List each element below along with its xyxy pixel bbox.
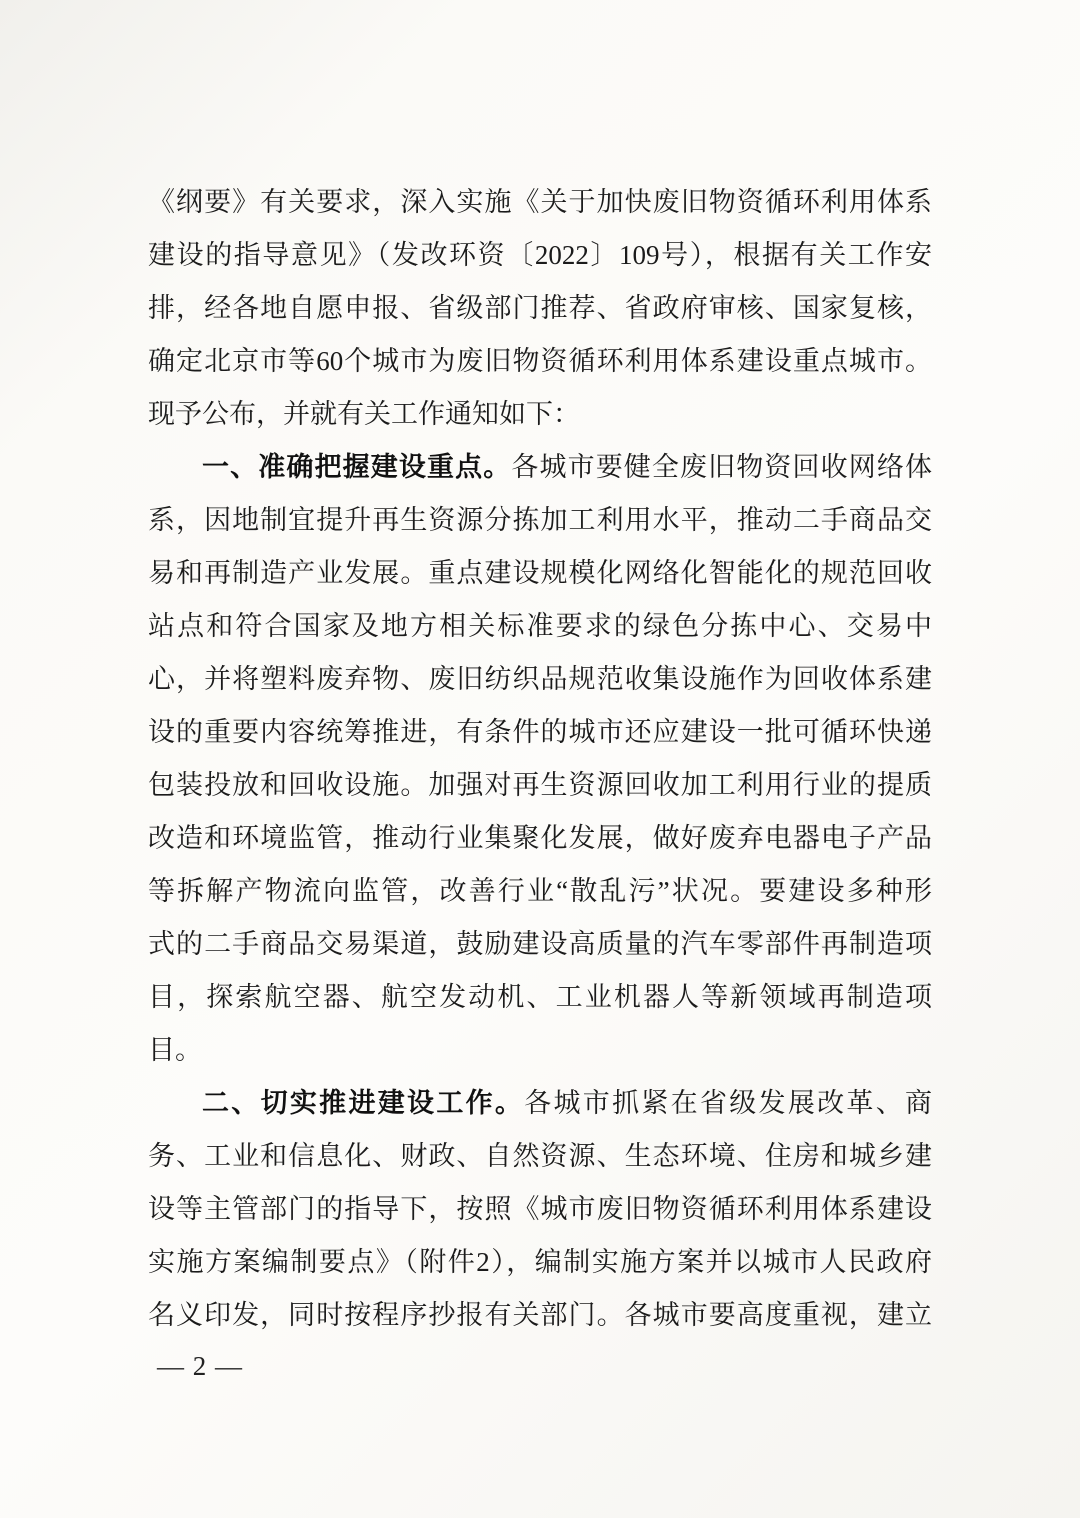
text-line: 等拆解产物流向监管，改善行业“散乱污”状况。要建设多种形 [148,876,932,906]
text-line: 设的重要内容统筹推进，有条件的城市还应建设一批可循环快递 [148,717,932,747]
paragraph-section-1 [148,441,932,1077]
text-line: 《纲要》有关要求，深入实施《关于加快废旧物资循环利用体系 [148,187,932,217]
text-line: 实施方案编制要点》（附件2），编制实施方案并以城市人民政府 [148,1247,932,1277]
text-line [148,441,932,494]
text-line: 确定北京市等60个城市为废旧物资循环利用体系建设重点城市。 [148,346,932,376]
text-line: 排，经各地自愿申报、省级部门推荐、省政府审核、国家复核， [148,293,932,323]
text-line: 名义印发，同时按程序抄报有关部门。各城市要高度重视，建立 [148,1300,932,1330]
text-line: 式的二手商品交易渠道，鼓励建设高质量的汽车零部件再制造项 [148,929,932,959]
page-number: — 2 — [157,1351,243,1381]
text-line: 现予公布，并就有关工作通知如下： [148,399,580,429]
text-line: 易和再制造产业发展。重点建设规模化网络化智能化的规范回收 [148,558,932,588]
paragraph-section-2 [148,1077,932,1342]
section-2-heading: 二、切实推进建设工作。 [202,1088,525,1118]
text-line: 包装投放和回收设施。加强对再生资源回收加工利用行业的提质 [148,770,932,800]
text-line: 务、工业和信息化、财政、自然资源、生态环境、住房和城乡建 [148,1141,932,1171]
text-line: 目。 [148,1035,202,1065]
document-body-text [148,176,932,1342]
text-line: 心，并将塑料废弃物、废旧纺织品规范收集设施作为回收体系建 [148,664,932,694]
text-line: 建设的指导意见》（发改环资〔2022〕109号），根据有关工作安 [148,240,932,270]
section-1-heading: 一、准确把握建设重点。 [202,452,512,482]
text-line [148,1077,932,1130]
text-line: 目，探索航空器、航空发动机、工业机器人等新领域再制造项 [148,982,932,1012]
text-line: 系，因地制宜提升再生资源分拣加工利用水平，推动二手商品交 [148,505,932,535]
paragraph-intro-continuation [148,176,932,441]
text-line: 改造和环境监管，推动行业集聚化发展，做好废弃电器电子产品 [148,823,932,853]
text-run: 各城市抓紧在省级发展改革、商 [524,1088,932,1118]
text-line: 站点和符合国家及地方相关标准要求的绿色分拣中心、交易中 [148,611,932,641]
text-run: 各城市要健全废旧物资回收网络体 [511,452,932,482]
text-line: 设等主管部门的指导下，按照《城市废旧物资循环利用体系建设 [148,1194,932,1224]
